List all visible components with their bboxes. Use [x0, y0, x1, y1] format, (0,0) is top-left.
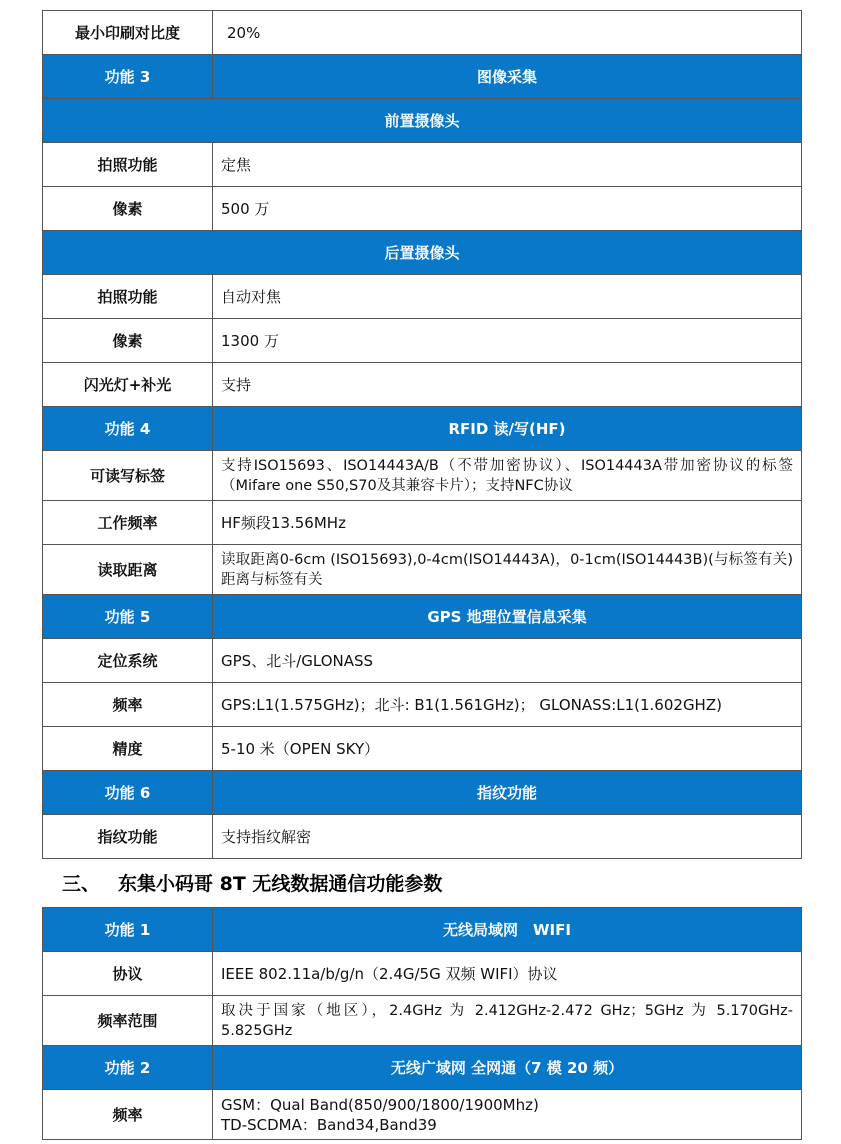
row-label: 像素	[43, 187, 213, 231]
subsection-header-row	[43, 99, 802, 143]
row-value: 20%	[213, 11, 802, 55]
feature-header-row	[43, 1046, 802, 1090]
row-label: 拍照功能	[43, 143, 213, 187]
table-row	[43, 545, 802, 595]
row-value: 读取距离0-6cm (ISO15693),0-4cm(ISO14443A)，0-1cm(ISO14443B)(与标签有关)距离与标签有关	[213, 545, 802, 595]
row-label: 频率	[43, 683, 213, 727]
table-row	[43, 143, 802, 187]
row-value: 定焦	[213, 143, 802, 187]
table-row	[43, 996, 802, 1046]
subsection-header-row	[43, 231, 802, 275]
feature-header-row	[43, 908, 802, 952]
section-number: 三、	[62, 873, 101, 895]
row-value: 1300 万	[213, 319, 802, 363]
feature-number: 功能 2	[43, 1046, 213, 1090]
row-value: 5-10 米（OPEN SKY）	[213, 727, 802, 771]
value-line: GSM：Qual Band(850/900/1800/1900Mhz)	[221, 1095, 539, 1114]
row-label: 频率	[43, 1090, 213, 1140]
feature-title: RFID 读/写(HF)	[213, 407, 802, 451]
feature-title: 无线局域网 WIFI	[213, 908, 802, 952]
feature-number: 功能 3	[43, 55, 213, 99]
table-row	[43, 727, 802, 771]
row-value: 500 万	[213, 187, 802, 231]
feature-header-row	[43, 55, 802, 99]
row-value: 自动对焦	[213, 275, 802, 319]
row-value: 支持指纹解密	[213, 815, 802, 859]
row-value: GPS:L1(1.575GHz)；北斗: B1(1.561GHz)； GLONASS:L1(1.602GHZ)	[213, 683, 802, 727]
row-label: 工作频率	[43, 501, 213, 545]
table-row	[43, 187, 802, 231]
row-label: 精度	[43, 727, 213, 771]
feature-number: 功能 6	[43, 771, 213, 815]
row-value: 取决于国家（地区），2.4GHz 为 2.412GHz-2.472 GHz；5GHz 为 5.170GHz-5.825GHz	[213, 996, 802, 1046]
table-row	[43, 451, 802, 501]
feature-number: 功能 5	[43, 595, 213, 639]
table-row	[43, 683, 802, 727]
feature-title: 图像采集	[213, 55, 802, 99]
row-value: GPS、北斗/GLONASS	[213, 639, 802, 683]
row-value: IEEE 802.11a/b/g/n（2.4G/5G 双频 WIFI）协议	[213, 952, 802, 996]
row-label: 拍照功能	[43, 275, 213, 319]
subsection-title: 后置摄像头	[43, 231, 802, 275]
row-label: 定位系统	[43, 639, 213, 683]
table-row	[43, 1090, 802, 1140]
spec-table-wireless	[42, 907, 802, 1140]
spec-table-imaging-rfid-gps	[42, 10, 802, 859]
value-line: TD-SCDMA：Band34,Band39	[221, 1115, 437, 1134]
row-label: 可读写标签	[43, 451, 213, 501]
feature-title: 无线广域网 全网通（7 模 20 频）	[213, 1046, 802, 1090]
row-label: 最小印刷对比度	[43, 11, 213, 55]
table-row	[43, 952, 802, 996]
section-title: 东集小码哥 8T 无线数据通信功能参数	[118, 873, 443, 895]
row-label: 频率范围	[43, 996, 213, 1046]
table-row	[43, 639, 802, 683]
row-value: 支持ISO15693、ISO14443A/B（不带加密协议）、ISO14443A带加密协议的标签（Mifare one S50,S70及其兼容卡片）；支持NFC协议	[213, 451, 802, 501]
table-row	[43, 11, 802, 55]
feature-title: 指纹功能	[213, 771, 802, 815]
row-value: HF频段13.56MHz	[213, 501, 802, 545]
section-heading	[62, 870, 442, 898]
feature-header-row	[43, 595, 802, 639]
feature-title: GPS 地理位置信息采集	[213, 595, 802, 639]
table-row	[43, 363, 802, 407]
feature-header-row	[43, 771, 802, 815]
table-row	[43, 275, 802, 319]
table-row	[43, 319, 802, 363]
feature-number: 功能 1	[43, 908, 213, 952]
row-label: 指纹功能	[43, 815, 213, 859]
subsection-title: 前置摄像头	[43, 99, 802, 143]
row-value: 支持	[213, 363, 802, 407]
feature-header-row	[43, 407, 802, 451]
row-label: 读取距离	[43, 545, 213, 595]
row-label: 协议	[43, 952, 213, 996]
table-row	[43, 501, 802, 545]
row-label: 像素	[43, 319, 213, 363]
row-label: 闪光灯+补光	[43, 363, 213, 407]
feature-number: 功能 4	[43, 407, 213, 451]
table-row	[43, 815, 802, 859]
row-value	[213, 1090, 802, 1140]
